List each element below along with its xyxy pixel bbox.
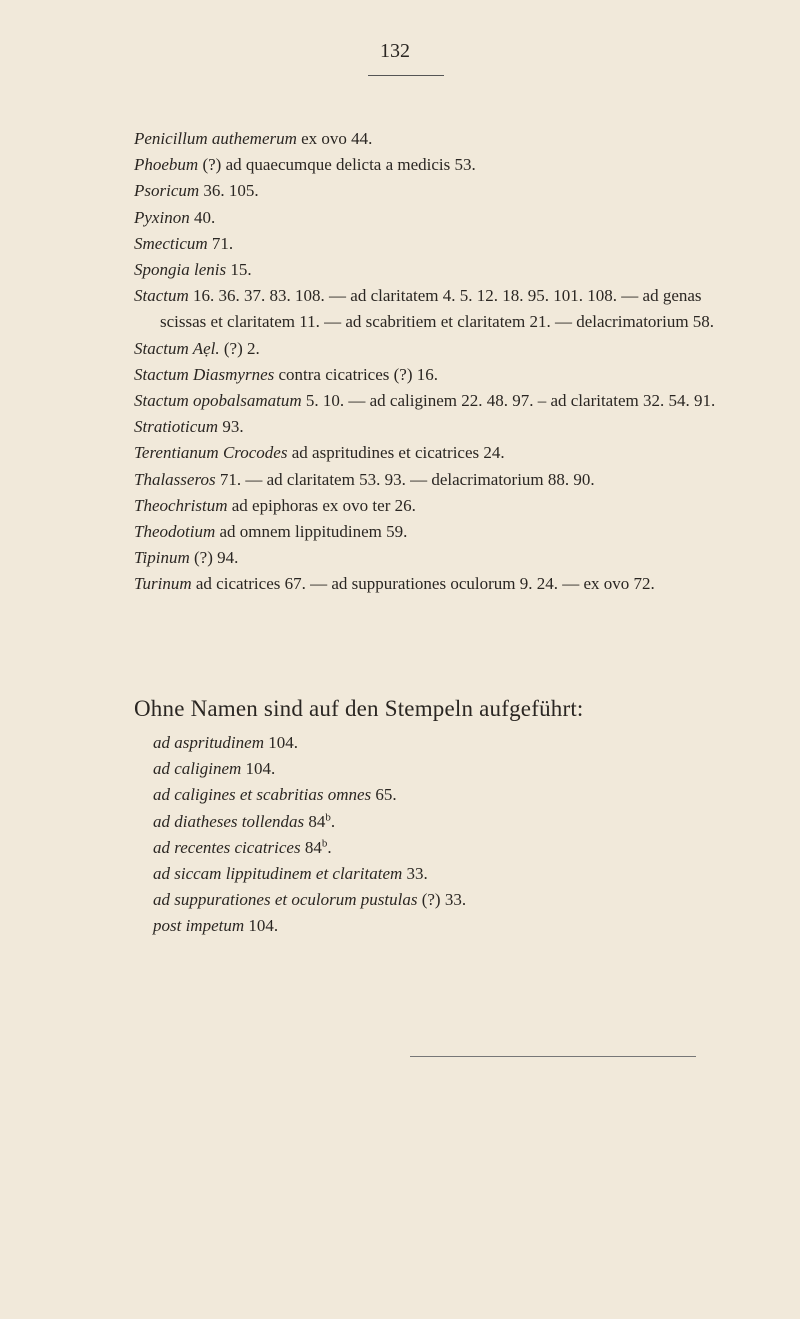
entry-text: ad cicatrices 67. — ad suppurationes oculorum 9. 24. — ex ovo 72. [191, 574, 655, 594]
entry-text: ad aspritudines et cicatrices 24. [287, 443, 505, 463]
entry-name: Theodotium [134, 522, 216, 542]
index-entry [134, 257, 734, 283]
index-entry [134, 362, 734, 388]
index-entry [134, 571, 734, 597]
entry-name: post impetum [153, 916, 245, 936]
index-entry [134, 152, 734, 178]
entry-text: 15. [226, 260, 252, 280]
entry-text: ad epiphoras ex ovo ter 26. [227, 495, 416, 515]
index-entry [134, 283, 734, 335]
entry-name: Spongia lenis [134, 260, 227, 280]
entry-text: 16. 36. 37. 83. 108. — ad claritatem 4. 5. 12. 18. 95. 101. 108. — ad genas scissas et claritatem 11. — ad scabritiem et claritatem 21. — delacrimatorium 58. [160, 286, 715, 332]
entry-name: Stactum Aẹl. [134, 338, 220, 358]
index-entry [134, 467, 734, 493]
entry-name: Psoricum [134, 181, 200, 201]
index-entry [153, 835, 713, 861]
entry-name: ad aspritudinem [153, 733, 264, 752]
entry-text: 104. [241, 759, 276, 779]
entry-text: 36. 105. [199, 181, 259, 201]
entry-name: Turinum [134, 574, 192, 594]
header-rule [368, 75, 444, 76]
entry-text: (?) ad quaecumque delicta a medicis 53. [198, 155, 476, 175]
section-heading: Ohne Namen sind auf den Stempeln aufgeführt: [134, 696, 584, 721]
entry-name: Stactum Diasmyrnes [134, 364, 275, 384]
index-entry [153, 782, 713, 808]
entry-text: 71. [207, 233, 234, 253]
index-list [134, 126, 734, 598]
index-entry [134, 336, 734, 362]
index-entry [134, 519, 734, 545]
entry-name: Smecticum [134, 233, 208, 253]
index-entry [134, 126, 734, 152]
entry-text: (?) 33. [417, 890, 467, 910]
entry-name: Stratioticum [134, 417, 219, 437]
entry-text: 40. [189, 207, 216, 227]
entry-text: 33. [402, 864, 428, 884]
index-entry [153, 730, 713, 756]
index-entry [134, 178, 734, 204]
entry-name: ad caligines et scabritias omnes [153, 785, 372, 805]
index-entry [134, 545, 734, 571]
entry-text: . [330, 811, 336, 831]
entry-text: contra cicatrices (?) 16. [274, 364, 439, 384]
entry-name: Pyxinon [134, 207, 190, 227]
index-entry [153, 861, 713, 887]
entry-name: ad siccam lippitudinem et claritatem [153, 864, 403, 884]
entry-name: ad caliginem [153, 759, 242, 779]
unnamed-list [153, 730, 713, 940]
entry-name: Theochristum [134, 495, 228, 515]
index-entry [153, 809, 713, 835]
entry-name: ad suppurationes et oculorum pustulas [153, 890, 418, 910]
entry-text: ad omnem lippitudinem 59. [215, 522, 408, 542]
entry-text: 65. [371, 785, 397, 805]
entry-text: . [327, 837, 332, 857]
entry-text: 93. [218, 417, 244, 437]
index-entry [153, 756, 713, 782]
index-entry [134, 388, 734, 414]
page-number: 132 [380, 40, 410, 62]
entry-name: Thalasseros [134, 469, 216, 489]
entry-name: Tipinum [134, 548, 190, 568]
index-entry [153, 913, 713, 939]
entry-name: ad diatheses tollendas [153, 811, 305, 831]
entry-text: 84 [300, 837, 322, 857]
entry-text: b [321, 837, 328, 850]
entry-text: ex ovo 44. [296, 129, 373, 148]
entry-name: Phoebum [134, 155, 199, 175]
entry-name: ad recentes cicatrices [153, 837, 301, 857]
index-entry [134, 493, 734, 519]
entry-name: Stactum opobalsamatum [134, 391, 302, 411]
index-entry [134, 231, 734, 257]
index-entry [134, 440, 734, 466]
index-entry [134, 205, 734, 231]
entry-name: Penicillum authemerum [134, 129, 297, 148]
entry-text: 104. [263, 733, 298, 752]
entry-name: Terentianum Crocodes [134, 443, 288, 463]
entry-text: 84 [304, 811, 326, 831]
index-entry [134, 414, 734, 440]
index-entry [153, 887, 713, 913]
entry-text: 71. — ad claritatem 53. 93. — delacrimatorium 88. 90. [215, 469, 595, 489]
entry-text: b [325, 810, 331, 823]
entry-text: (?) 2. [219, 338, 260, 358]
entry-text: (?) 94. [189, 548, 239, 568]
entry-text: 5. 10. — ad caliginem 22. 48. 97. – ad claritatem 32. 54. 91. [301, 391, 716, 411]
entry-text: 104. [244, 916, 279, 936]
entry-name: Stactum [134, 286, 189, 306]
footer-rule [410, 1056, 696, 1057]
